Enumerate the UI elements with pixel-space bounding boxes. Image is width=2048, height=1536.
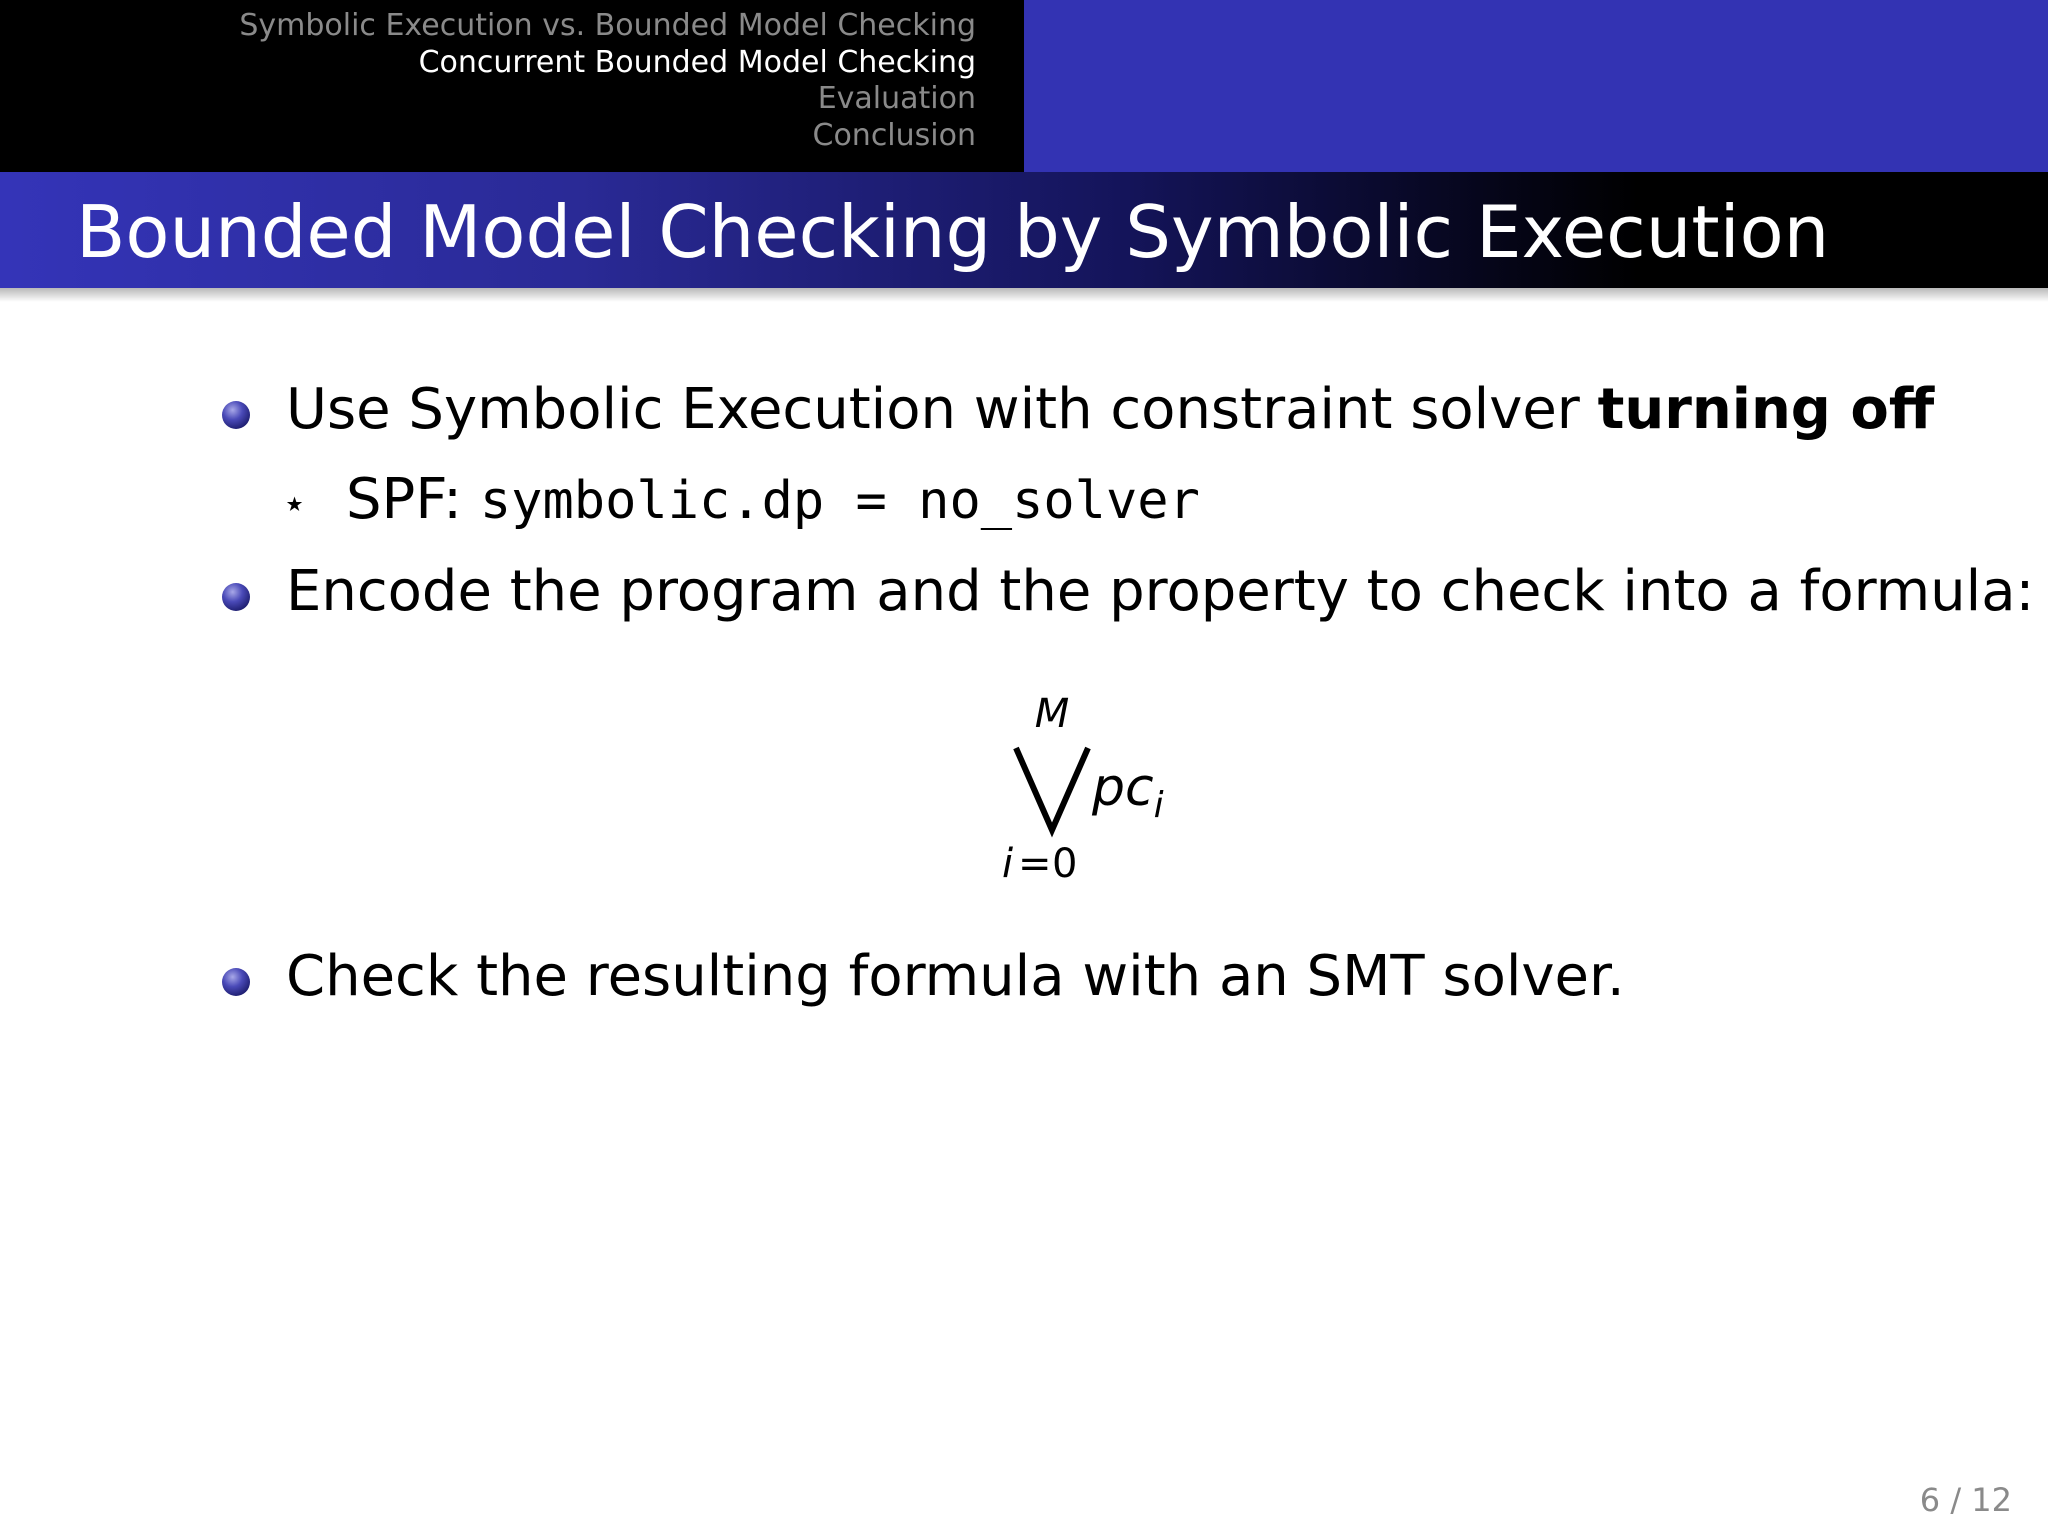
- nav-item-evaluation[interactable]: Evaluation: [817, 81, 976, 116]
- bullet-ball-icon: [222, 583, 250, 611]
- sub-bullet-code: symbolic.dp = no_solver: [479, 471, 1200, 531]
- formula-term-subscript: i: [1153, 785, 1164, 826]
- formula-lower-eq: =: [1018, 841, 1052, 887]
- bullet-ball-icon: [222, 401, 250, 429]
- bullet-text: Encode the program and the property to check into a formula:: [286, 559, 2035, 624]
- bullet-text: [286, 377, 1934, 443]
- nav-item-concurrent-bmc[interactable]: Concurrent Bounded Model Checking: [418, 44, 976, 80]
- sub-bullet-prefix: SPF:: [346, 467, 480, 532]
- bullet-text-plain: Use Symbolic Execution with constraint solver: [286, 377, 1598, 442]
- bullet-text: Check the resulting formula with an SMT solver.: [286, 944, 1625, 1009]
- formula-term: [1092, 758, 1164, 824]
- formula-lower-var: i: [1002, 841, 1014, 887]
- big-vee-operator-icon: [1010, 742, 1094, 838]
- bullet-text-bold: turning off: [1597, 377, 1935, 442]
- nav-item-symbolic-vs-bmc[interactable]: Symbolic Execution vs. Bounded Model Checking: [239, 8, 976, 43]
- big-or-formula: [970, 680, 1230, 900]
- slide-title: Bounded Model Checking by Symbolic Execution: [76, 190, 1830, 274]
- star-icon: ⋆: [282, 481, 308, 527]
- bullet-ball-icon: [222, 968, 250, 996]
- formula-lower-value: 0: [1052, 841, 1078, 887]
- nav-item-conclusion[interactable]: Conclusion: [812, 117, 976, 153]
- page-number: 6 / 12: [1919, 1481, 2012, 1519]
- formula-upper-limit: M: [1034, 691, 1070, 737]
- formula-term-main: pc: [1092, 758, 1154, 818]
- sub-bullet-text: [346, 467, 1200, 534]
